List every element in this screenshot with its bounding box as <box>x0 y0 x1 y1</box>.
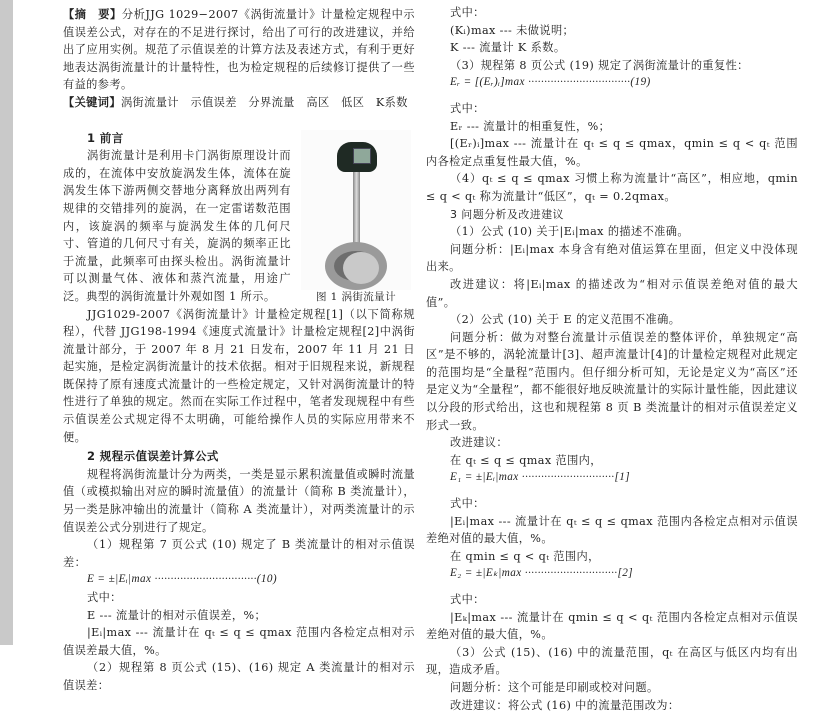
left-column <box>63 0 415 695</box>
equation-1: E₁ = ±|Eᵢ|max ·····························[1] <box>450 471 631 484</box>
section-3-item-3: （3）公式 (15)、(16) 中的流量范围，qₜ 在高区与低区内均有出现，造成矛盾。 <box>426 645 798 677</box>
section-3-item-1: （1）公式 (10) 关于|Eᵢ|max 的描述不准确。 <box>450 225 689 239</box>
section-3-item-3-suggestion: 改进建议：将公式 (16) 中的流量范围改为： <box>450 698 680 712</box>
definition-Ek-low: |Eₖ|max --- 流量计在 qmin ≤ q < qₜ 范围内各检定点相对示值误差绝对值的最大值，%。 <box>426 610 798 642</box>
meter-display-shape <box>353 148 371 164</box>
definition-K: K --- 流量计 K 系数。 <box>450 41 566 55</box>
figure-1 <box>297 130 415 304</box>
section-3-heading: 3 问题分析及改进建议 <box>450 207 564 221</box>
section-3-item-2-suggestion: 改进建议： <box>450 436 508 450</box>
meter-stem-shape <box>353 172 360 247</box>
definition-E: E --- 流量计的相对示值误差，%； <box>87 608 267 622</box>
where-label-4: 式中： <box>450 497 485 511</box>
keywords-text: 涡街流量计 示值误差 分界流量 高区 低区 K系数 <box>120 95 408 109</box>
definition-Ei-max: |Eᵢ|max --- 流量计在 qₜ ≤ q ≤ qmax 范围内各检定点相对示值误差最大值，%。 <box>63 626 415 657</box>
keywords-tag: 【关键词】 <box>63 95 121 109</box>
section-3-item-1-suggestion: 改进建议：将|Eᵢ|max 的描述改为“相对示值误差绝对值的最大值”。 <box>426 277 798 309</box>
range-low: 在 qmin ≤ q < qₜ 范围内， <box>450 549 600 563</box>
section-1-paragraph-2: JJG1029-2007《涡街流量计》计量检定规程[1]（以下简称规程），代替 JJG198-1994《速度式流量计》计量检定规程[2]中涡街流量计部分，于 2007 年 8 月 21 日发布，2007 年 11 月 21 日起实施，是检定涡街流量计的技术依据。相对于旧规程来说，新规程既保持了原有速度式流量计的一些检定规定，又针对涡街流量计的特性进行了单独的规定。然而在实际工作过程中，笔者发现规程中有些示值误差公式规定得不太明确，可能给操作人员的实际应用带来不便。 <box>63 307 415 444</box>
definition-Ei-high: |Eᵢ|max --- 流量计在 qₜ ≤ q ≤ qmax 范围内各检定点相对示值误差绝对值的最大值，%。 <box>426 514 798 546</box>
definition-Er: Eᵣ --- 流量计的相重复性，%； <box>450 119 611 133</box>
section-1-paragraph-1: 涡街流量计是利用卡门涡街原理设计而成的，在流体中安放旋涡发生体，流体在旋涡发生体下游两侧交替地分离释放出两列有规律的交错排列的旋涡，在一定雷诺数范围内，该旋涡的频率与旋涡发生体的几何尺寸、管道的几何尺寸有关，旋涡的频率正比于流量，此频率可由探头检出。涡街流量计可以测量气体、液体和蒸汽流量，用途广泛。典型的涡街流量计外观如图 1 所示。 <box>63 149 291 303</box>
where-label-5: 式中： <box>450 593 485 606</box>
page-gutter <box>0 0 13 645</box>
section-2-item-4: （4）qₜ ≤ q ≤ qmax 习惯上称为流量计“高区”，相应地，qmin ≤ q < qₜ 称为流量计“低区”，qₜ = 0.2qmax。 <box>426 172 798 203</box>
abstract-tag: 【摘 要】 <box>63 8 122 21</box>
section-3-item-3-analysis: 问题分析：这个可能是印刷或校对问题。 <box>450 680 659 694</box>
flowmeter-image <box>301 130 411 290</box>
range-high: 在 qₜ ≤ q ≤ qmax 范围内， <box>450 453 602 467</box>
abstract <box>63 6 415 94</box>
section-2-item-1: （1）规程第 7 页公式 (10) 规定了 B 类流量计的相对示值误差： <box>63 538 415 569</box>
definition-Eri-max: [(Eᵣ)ᵢ]max --- 流量计在 qₜ ≤ q ≤ qmax，qmin ≤ q < qₜ 范围内各检定点重复性最大值，%。 <box>426 137 798 168</box>
meter-bore-shape <box>343 252 379 284</box>
where-label-2: 式中： <box>450 6 485 19</box>
right-column <box>426 0 798 714</box>
section-2-item-3: （3）规程第 8 页公式 (19) 规定了涡街流量计的重复性： <box>450 58 749 72</box>
section-2-item-2: （2）规程第 8 页公式 (15)、(16) 规定 A 类流量计的相对示值误差： <box>63 661 415 692</box>
section-3-item-2: （2）公式 (10) 关于 E 的定义范围不准确。 <box>450 313 681 327</box>
section-3-item-1-analysis: 问题分析：|Eᵢ|max 本身含有绝对值运算在里面，但定义中没体现出来。 <box>426 242 798 274</box>
section-2-paragraph-1: 规程将涡街流量计分为两类，一类是显示累积流量值或瞬时流量值（或模拟输出对应的瞬时流量值）的流量计（简称 B 类流量计），另一类是脉冲输出的流量计（简称 A 类流量计），对两类流量计的示值误差公式分别进行了规定。 <box>63 467 415 534</box>
equation-2: E₂ = ±|Eₖ|max ·····························[2] <box>450 567 634 580</box>
section-1-heading: 1 前言 <box>87 130 124 145</box>
section-3-item-2-analysis: 问题分析：做为对整台流量计示值误差的整体评价，单独规定“高区”是不够的，涡轮流量计[3]、超声流量计[4]的计量检定规程对此规定的范围均是“全量程”范围内。但仔细分析可知，无论是定义为“高区”还是定义为“全量程”，都不能很好地反映流量计的实际计量性能，因此建议以分段的形式给出，这也和规程第 8 页 B 类流量计的相对示值误差定义形式一致。 <box>426 330 798 432</box>
keywords <box>63 94 415 112</box>
where-label-3: 式中： <box>450 101 485 115</box>
equation-19: Eᵣ = [(Eᵣ)ᵢ]max ································(19) <box>450 76 651 89</box>
where-label-1: 式中： <box>87 591 122 604</box>
section-2-heading: 2 规程示值误差计算公式 <box>87 449 219 464</box>
abstract-text: 分析JJG 1029−2007《涡街流量计》计量检定规程中示值误差公式，对存在的不足进行探讨，给出了可行的改进建议，并给出了应用实例。规范了示值误差的计算方法及表述方式，有利于更好地表达涡街流量计的计量特性，也为检定规程的后续修订提供了一些有益的参考。 <box>63 8 415 92</box>
definition-Ki-max: (Kᵢ)max --- 未做说明； <box>450 23 575 37</box>
figure-caption: 图 1 涡街流量计 <box>316 290 396 303</box>
equation-10: E = ±|Eᵢ|max ································(10) <box>87 573 278 586</box>
